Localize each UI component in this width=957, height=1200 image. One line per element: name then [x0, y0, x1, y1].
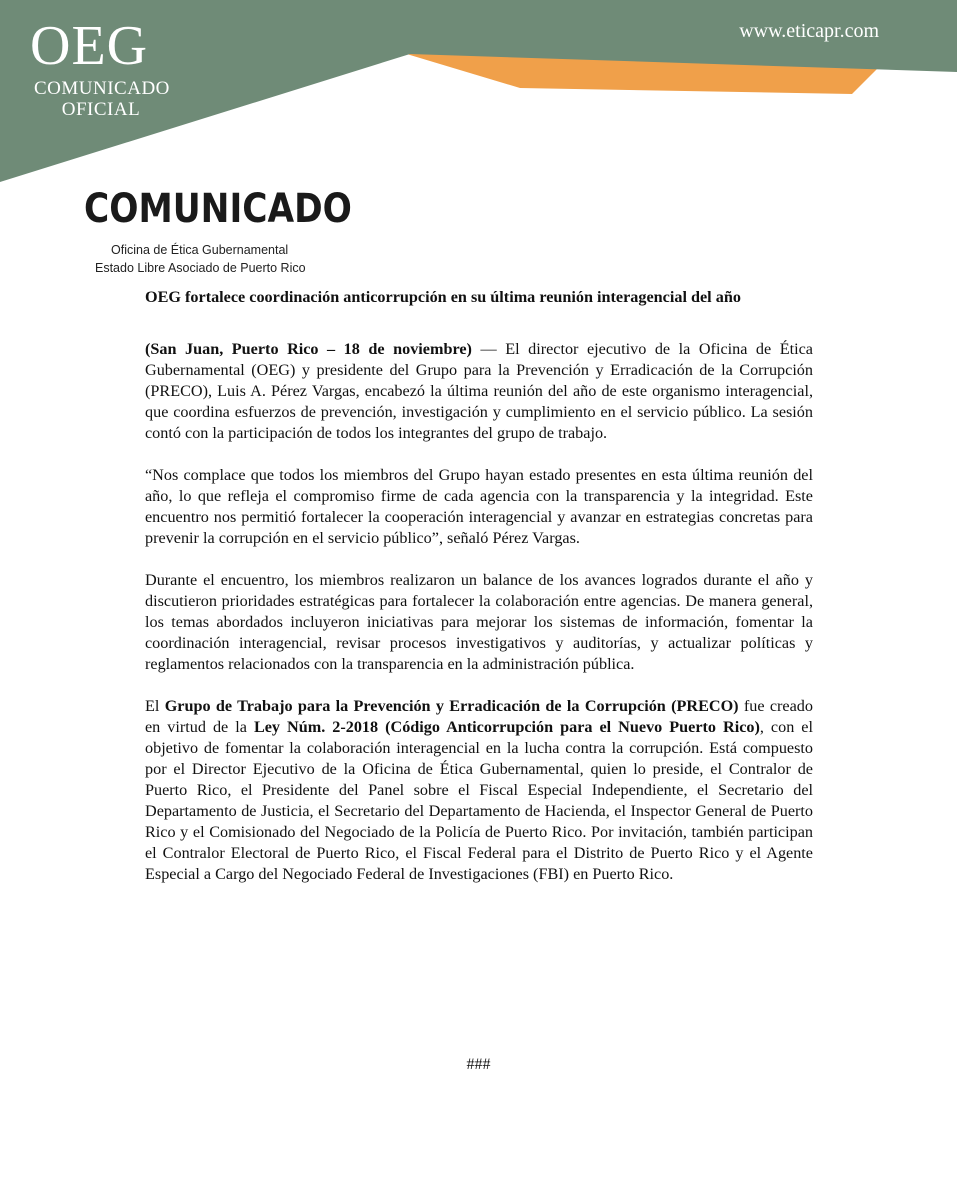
paragraph-4-part-c: fue creado en virtud de la [145, 697, 813, 736]
office-name: Oficina de Ética Gubernamental [111, 243, 289, 257]
preco-group-name: Grupo de Trabajo para la Prevención y Erradicación de la Corrupción (PRECO) [164, 697, 739, 715]
logo-subtitle-oficial: OFICIAL [61, 99, 141, 120]
paragraph-4-part-e: , con el objetivo de fomentar la colaboración interagencial en la lucha contra la corrupción. Está compuesto por el Director Ejecutivo de la Oficina de Ética Gubernamental, quien lo preside, el Contralor de Puerto Rico, el Presidente del Panel sobre el Fiscal Especial Independiente, el Secretario del Departamento de Justicia, el Secretario del Departamento de Hacienda, el Inspector General de Puerto Rico y el Comisionado del Negociado de la Policía de Puerto Rico. Por invitación, también participan el Contralor Electoral de Puerto Rico, el Fiscal Federal para el Distrito de Puerto Rico y el Agente Especial a Cargo del Negociado Federal de Investigaciones (FBI) en Puerto Rico. [145, 718, 813, 883]
comunicado-title: COMUNICADO [84, 186, 352, 232]
headline: OEG fortalece coordinación anticorrupción en su última reunión interagencial del año [145, 288, 741, 306]
oeg-logo: OEG [30, 15, 149, 77]
paragraph-3: Durante el encuentro, los miembros realizaron un balance de los avances logrados durante el año y discutieron prioridades estratégicas para fortalecer la colaboración entre agencias. De manera general, los temas abordados incluyeron iniciativas para mejorar los sistemas de información, fomentar la coordinación interagencial, revisar procesos investigativos y auditorías, y actualizar políticas y reglamentos relacionados con la transparencia en la administración pública. [145, 571, 813, 673]
end-marker: ### [466, 1056, 491, 1073]
paragraph-4 [145, 696, 813, 885]
logo-subtitle-comunicado: COMUNICADO [34, 78, 170, 99]
dateline: (San Juan, Puerto Rico – 18 de noviembre) [145, 340, 472, 358]
law-reference: Ley Núm. 2-2018 (Código Anticorrupción para el Nuevo Puerto Rico) [253, 718, 760, 736]
paragraph-1-text: — El director ejecutivo de la Oficina de Ética Gubernamental (OEG) y presidente del Grupo para la Prevención y Erradicación de la Corrupción (PRECO), Luis A. Pérez Vargas, encabezó la última reunión del año de este organismo interagencial, que coordina esfuerzos de prevención, investigación y cumplimiento en el servicio público. La sesión contó con la participación de todos los integrantes del grupo de trabajo. [145, 340, 813, 442]
website-link[interactable]: www.eticapr.com [739, 20, 879, 42]
office-jurisdiction: Estado Libre Asociado de Puerto Rico [95, 261, 306, 275]
paragraph-4-part-a: El [145, 697, 165, 715]
paragraph-2: “Nos complace que todos los miembros del Grupo hayan estado presentes en esta última reunión del año, lo que refleja el compromiso firme de cada agencia con la transparencia y la integridad. Este encuentro nos permitió fortalecer la cooperación interagencial y avanzar en estrategias concretas para prevenir la corrupción en el servicio público”, señaló Pérez Vargas. [145, 466, 813, 547]
press-release-body [145, 287, 813, 906]
paragraph-1 [145, 339, 813, 444]
